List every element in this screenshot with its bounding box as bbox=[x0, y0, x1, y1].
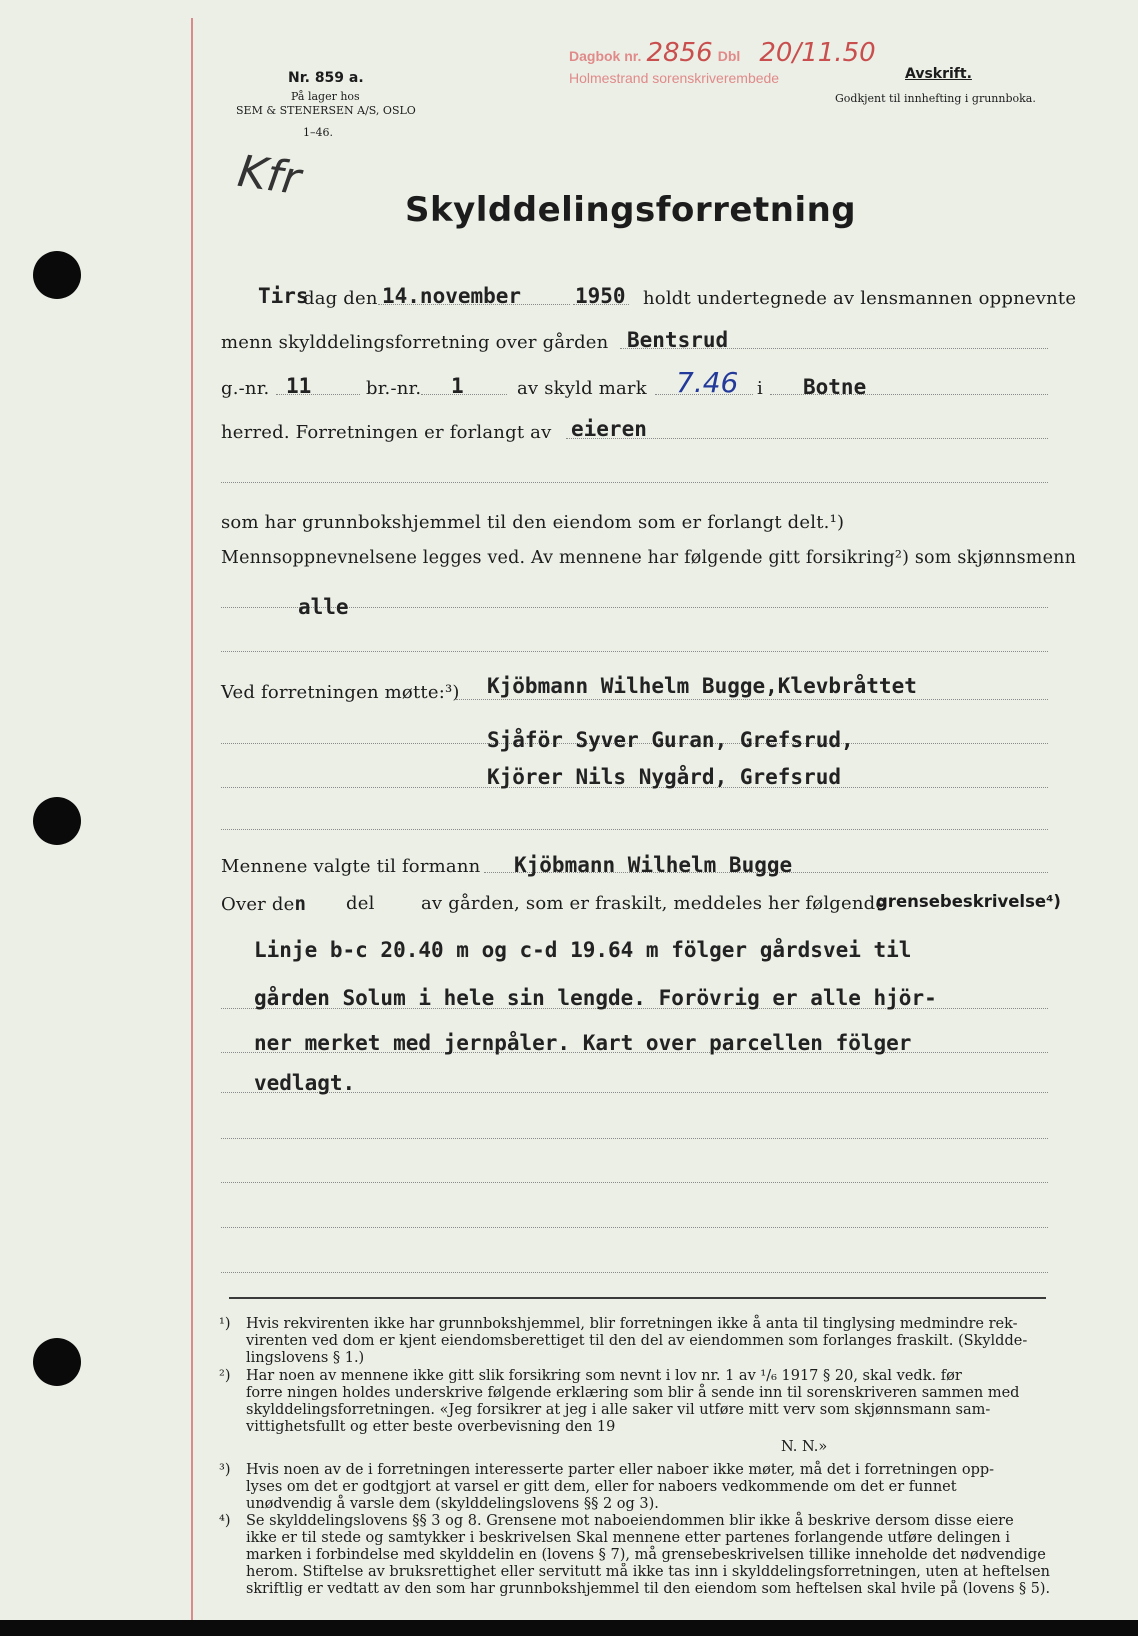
footnote-4-line-3: marken i forbindelse med skylddelin en (lovens § 7), må grensebeskrivelsen tillike inneholde det nødvendige bbox=[246, 1547, 1046, 1563]
form-number: Nr. 859 a. bbox=[288, 70, 364, 86]
boundary-line-2: gården Solum i hele sin lengde. Forövrig er alle hjör- bbox=[254, 986, 937, 1010]
del-text: del bbox=[346, 893, 375, 914]
gnr-field: 11 bbox=[286, 374, 312, 398]
attendee-2: Sjåför Syver Guran, Grefsrud, bbox=[487, 728, 854, 752]
boundary-line-4: vedlagt. bbox=[254, 1071, 356, 1095]
footnote-3-mark: ³) bbox=[219, 1462, 231, 1478]
stamp-prefix: Dagbok nr. bbox=[569, 48, 642, 64]
footnote-separator bbox=[229, 1297, 1046, 1299]
stamp-office: Holmestrand sorenskriverembede bbox=[569, 70, 780, 86]
punch-hole-top bbox=[33, 251, 81, 299]
text-over-farm: menn skylddelingsforretning over gården bbox=[221, 332, 609, 353]
year-field: 1950 bbox=[575, 284, 626, 308]
bnr-field: 1 bbox=[451, 374, 464, 398]
footnote-3-line-3: unødvendig å varsle dem (skylddelingslovens §§ 2 og 3). bbox=[246, 1496, 659, 1512]
handwritten-initials: Kfr bbox=[234, 145, 304, 206]
attended-label: Ved forretningen møtte:³) bbox=[221, 682, 460, 703]
footnote-3-line-2: lyses om det er godtgjort at varsel er gitt dem, eller for naboers vedkommende om det er funnet bbox=[246, 1479, 957, 1495]
footnote-1-line-3: lingslovens § 1.) bbox=[246, 1350, 365, 1366]
printer-line-3: 1–46. bbox=[303, 126, 333, 139]
footnote-2-mark: ²) bbox=[219, 1368, 231, 1384]
stamp-date: 20/11.50 bbox=[759, 38, 876, 68]
footnote-2-line-3: skylddelingsforretningen. «Jeg forsikrer at jeg i alle saker vil utføre mitt verv som skjønnsmann sam- bbox=[246, 1402, 991, 1418]
footnote-2-line-1: Har noen av mennene ikke gitt slik forsikring som nevnt i lov nr. 1 av ¹/₆ 1917 § 20, skal vedk. før bbox=[246, 1368, 962, 1384]
footnote-1-mark: ¹) bbox=[219, 1316, 231, 1332]
footnote-1-line-1: Hvis rekvirenten ikke har grunnbokshjemmel, blir forretningen ikke å anta til tinglysing medmindre rek- bbox=[246, 1316, 1018, 1332]
text-hjemmel: som har grunnbokshjemmel til den eiendom som er forlangt delt.¹) bbox=[221, 512, 845, 533]
bnr-label: br.-nr. bbox=[366, 378, 422, 399]
stamp-suffix: Dbl bbox=[717, 48, 741, 64]
footnote-4-line-2: ikke er til stede og samtykker i beskrivelsen Skal mennene etter partenes forlangende utføre delingen i bbox=[246, 1530, 1010, 1546]
boundary-label: grensebeskrivelse⁴) bbox=[876, 892, 1061, 911]
footnote-2-line-4: vittighetsfullt og etter beste overbevisning den 19 bbox=[246, 1419, 616, 1435]
footnote-3-line-1: Hvis noen av de i forretningen interesserte parter eller naboer ikke møter, må det i forretningen opp- bbox=[246, 1462, 995, 1478]
skyld-field: 7.46 bbox=[676, 366, 739, 399]
footnote-1-line-2: virenten ved dom er kjent eiendomsberettiget til den del av eiendommen som forlanges fraskilt. (Skyldde- bbox=[246, 1333, 1028, 1349]
attendee-3: Kjörer Nils Nygård, Grefsrud bbox=[487, 765, 842, 789]
stamp-number: 2856 bbox=[646, 38, 713, 68]
herred-text: herred. Forretningen er forlangt av bbox=[221, 422, 552, 443]
day-suffix: dag den bbox=[303, 288, 378, 309]
footnote-4-mark: ⁴) bbox=[219, 1513, 231, 1529]
footnote-4-line-5: skriftlig er vedtatt av den som har grunnbokshjemmel til den eiendom som heftelsen skal hvile på (lovens § 5). bbox=[246, 1581, 1051, 1597]
text-oppnevnelse: Mennsoppnevnelsene legges ved. Av mennene har følgende gitt forsikring²) som skjønnsmenn bbox=[221, 548, 1077, 568]
farm-field: Bentsrud bbox=[627, 328, 729, 352]
printer-line-1: På lager hos bbox=[291, 90, 360, 103]
chair-label: Mennene valgte til formann bbox=[221, 856, 481, 877]
day-prefix: Tirs bbox=[258, 284, 309, 308]
footnote-4-line-4: herom. Stiftelse av bruksrettighet eller servitutt må ikke tas inn i skylddelingsforretningen, uten at heftelsen bbox=[246, 1564, 1050, 1580]
fraskilt-text: av gården, som er fraskilt, meddeles her følgende bbox=[421, 893, 887, 914]
margin-line bbox=[191, 18, 193, 1620]
journal-stamp bbox=[569, 38, 876, 68]
copy-note: Godkjent til innhefting i grunnboka. bbox=[835, 92, 1036, 105]
document-title: Skylddelingsforretning bbox=[405, 190, 857, 230]
i-label: i bbox=[757, 378, 763, 399]
footnote-2-signature: N. N.» bbox=[781, 1439, 828, 1455]
skyld-label: av skyld mark bbox=[517, 378, 647, 399]
gnr-label: g.-nr. bbox=[221, 378, 270, 399]
attendee-1: Kjöbmann Wilhelm Bugge,Klevbråttet bbox=[487, 674, 917, 698]
chair-field: Kjöbmann Wilhelm Bugge bbox=[514, 853, 793, 877]
text-held: holdt undertegnede av lensmannen oppnevnte bbox=[643, 288, 1077, 309]
copy-label: Avskrift. bbox=[905, 66, 972, 82]
boundary-line-3: ner merket med jernpåler. Kart over parcellen fölger bbox=[254, 1031, 912, 1055]
date-field: 14.november bbox=[382, 284, 522, 308]
municipality-field: Botne bbox=[803, 375, 867, 399]
sworn-field: alle bbox=[298, 595, 349, 619]
footnote-2-line-2: forre ningen holdes underskrive følgende erklæring som blir å sende inn til sorenskriveren sammen med bbox=[246, 1385, 1020, 1401]
footnote-4-line-1: Se skylddelingslovens §§ 3 og 8. Grensene mot naboeiendommen blir ikke å beskrive dersom disse eiere bbox=[246, 1513, 1014, 1529]
punch-hole-middle bbox=[33, 797, 81, 845]
boundary-line-1: Linje b-c 20.40 m og c-d 19.64 m fölger gårdsvei til bbox=[254, 938, 912, 962]
over-den-text: Over den bbox=[221, 893, 307, 915]
requested-by-field: eieren bbox=[571, 417, 647, 441]
printer-line-2: SEM & STENERSEN A/S, OSLO bbox=[236, 104, 416, 117]
punch-hole-bottom bbox=[33, 1338, 81, 1386]
